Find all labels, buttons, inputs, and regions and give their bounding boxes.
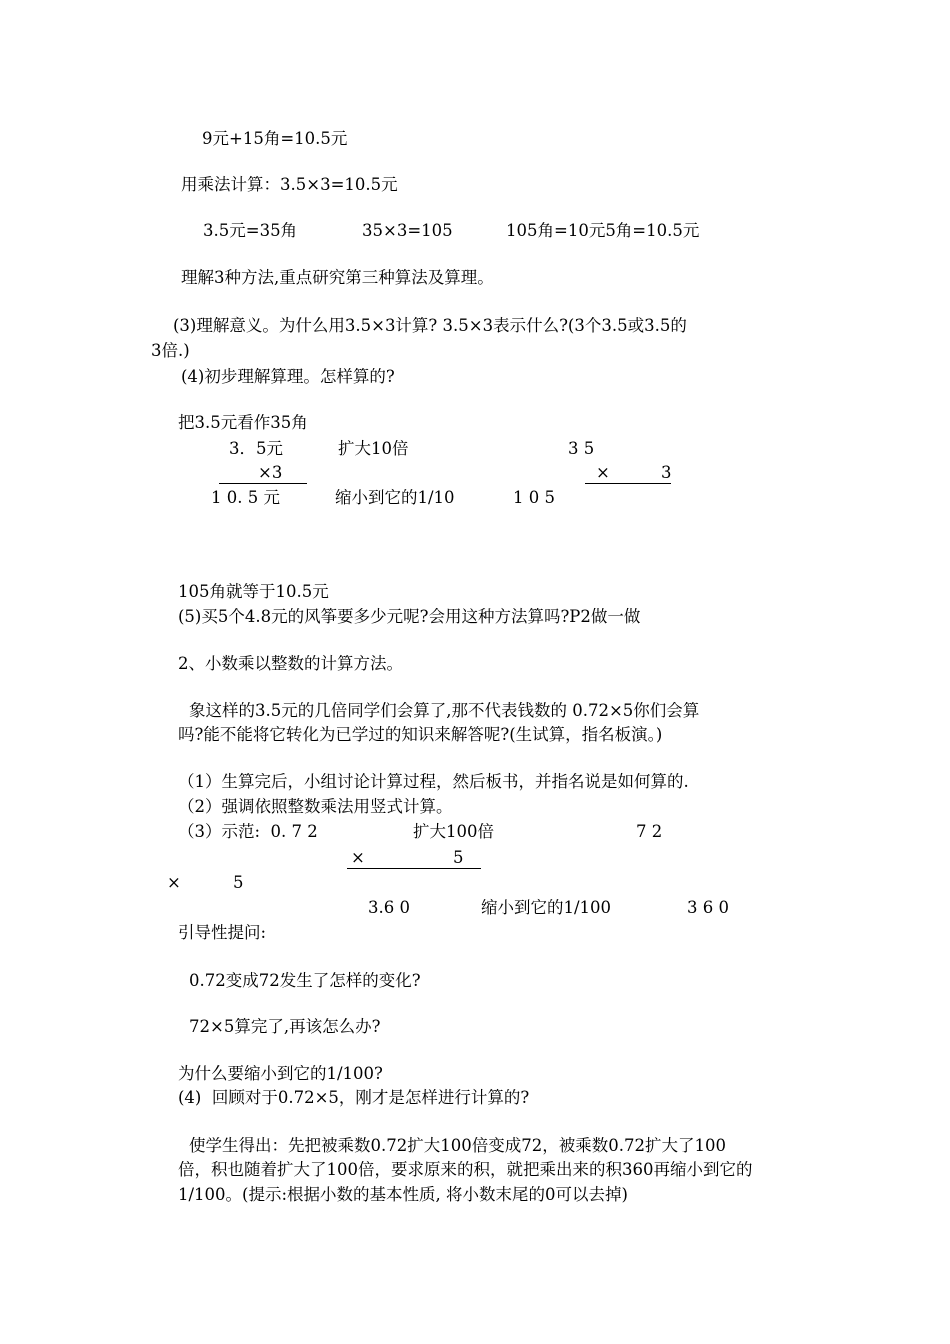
text-line: 倍，积也随着扩大了100倍，要求原来的积，就把乘出来的积360再缩小到它的 — [178, 1160, 753, 1179]
text-line: (4) 回顾对于0.72×5，刚才是怎样进行计算的? — [178, 1088, 530, 1107]
text-line: 引导性提问: — [178, 923, 267, 942]
calc-right-result: 3 6 0 — [687, 898, 729, 917]
section-heading: 2、小数乘以整数的计算方法。 — [178, 654, 403, 673]
text-line: 把3.5元看作35角 — [178, 413, 308, 432]
text-line: 9元+15角=10.5元 — [202, 129, 348, 148]
calc-result: 3.6 0 — [368, 898, 410, 917]
calc-label: 缩小到它的1/100 — [481, 898, 612, 917]
calc-x: × — [167, 873, 181, 892]
calc-label: 扩大100倍 — [413, 822, 494, 841]
text-line: （3）示范: 0. 7 2 — [178, 822, 318, 841]
text-line: 72×5算完了,再该怎么办? — [189, 1017, 381, 1036]
calc-top: 3．5元 — [229, 439, 283, 458]
text-line: 用乘法计算：3.5×3=10.5元 — [181, 175, 398, 194]
text-line: 使学生得出：先把被乘数0.72扩大100倍变成72，被乘数0.72扩大了100 — [189, 1136, 726, 1155]
text-line: 3倍.) — [151, 341, 190, 360]
text-line: (3)理解意义。为什么用3.5×3计算? 3.5×3表示什么?(3个3.5或3.5的 — [173, 316, 687, 335]
calc-label: 扩大10倍 — [338, 439, 409, 458]
calc-right-x: × — [596, 463, 610, 482]
text-line: 象这样的3.5元的几倍同学们会算了,那不代表钱数的 0.72×5你们会算 — [189, 701, 700, 720]
text-line: 理解3种方法,重点研究第三种算法及算理。 — [181, 268, 494, 287]
text-line: 为什么要缩小到它的1/100? — [178, 1064, 383, 1083]
calc-rule — [219, 483, 307, 484]
calc-right-multiplier: 3 — [661, 463, 672, 482]
text-line: 105角=10元5角=10.5元 — [506, 221, 700, 240]
text-line: (5)买5个4.8元的风筝要多少元呢?会用这种方法算吗?P2做一做 — [178, 607, 641, 626]
calc-multiplier: ×3 — [258, 463, 283, 482]
calc-label: 缩小到它的1/10 — [335, 488, 455, 507]
text-line: 35×3=105 — [362, 221, 453, 240]
text-line: 105角就等于10.5元 — [178, 582, 329, 601]
calc-result: 1 0. 5 元 — [211, 488, 280, 507]
text-line: （1）生算完后，小组讨论计算过程，然后板书，并指名说是如何算的. — [178, 772, 689, 791]
calc-right-result: 1 0 5 — [513, 488, 555, 507]
calc-right-top: 3 5 — [568, 439, 595, 458]
text-line: 3.5元=35角 — [203, 221, 298, 240]
calc-rule — [347, 868, 481, 869]
calc-right-top: 7 2 — [636, 822, 663, 841]
calc-multiplier: 5 — [453, 848, 464, 867]
calc-rule — [585, 483, 671, 484]
text-line: （2）强调依照整数乘法用竖式计算。 — [178, 797, 453, 816]
text-line: 0.72变成72发生了怎样的变化? — [189, 971, 421, 990]
calc-x: × — [351, 848, 365, 867]
calc-multiplier: 5 — [233, 873, 244, 892]
text-line: (4)初步理解算理。怎样算的? — [181, 367, 395, 386]
text-line: 1/100。(提示:根据小数的基本性质, 将小数末尾的0可以去掉) — [178, 1185, 628, 1204]
text-line: 吗?能不能将它转化为已学过的知识来解答呢?(生试算，指名板演。) — [178, 725, 663, 744]
